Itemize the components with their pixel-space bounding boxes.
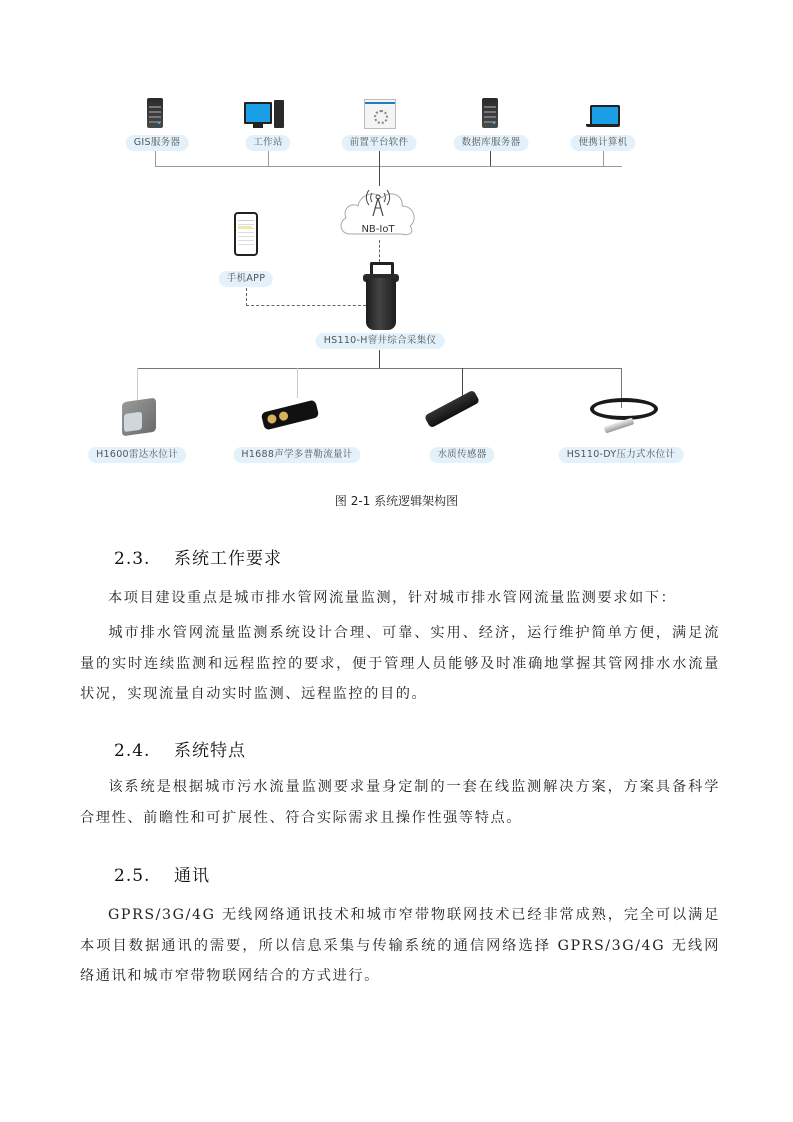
wireless-link <box>379 240 380 262</box>
water-quality-sensor-icon <box>424 390 480 429</box>
connector <box>490 150 491 166</box>
paragraph: 本项目建设重点是城市排水管网流量监测，针对城市排水管网流量监测要求如下： <box>108 590 677 606</box>
node-label-database-server: 数据库服务器 <box>454 135 529 151</box>
connector <box>137 368 138 400</box>
node-label-laptop: 便携计算机 <box>570 135 635 151</box>
node-label-doppler-flowmeter: H1688声学多普勒流量计 <box>233 447 360 463</box>
paragraph: 该系统是根据城市污水流量监测要求量身定制的一套在线监测解决方案，方案具备科学合理性、前瞻性和可扩展性、符合实际需求且操作性强等特点。 <box>80 779 720 826</box>
section-number: 2.5. <box>114 866 151 886</box>
server-icon <box>147 98 163 128</box>
figure-caption: 图 2-1 系统逻辑架构图 <box>334 494 459 508</box>
system-architecture-diagram <box>0 0 793 480</box>
connector <box>379 150 380 186</box>
node-label-water-quality-sensor: 水质传感器 <box>429 447 494 463</box>
connector <box>297 368 298 398</box>
network-label: NB-IoT <box>361 224 395 235</box>
section-title: 通讯 <box>174 866 210 886</box>
section-heading-2-3 <box>114 544 282 569</box>
connector <box>603 150 604 166</box>
app-link <box>246 305 366 306</box>
connector <box>379 350 380 368</box>
pressure-level-gauge-icon <box>590 398 656 438</box>
node-label-frontend-software: 前置平台软件 <box>342 135 417 151</box>
node-label-gis-server: GIS服务器 <box>126 135 189 151</box>
paragraph: 城市排水管网流量监测系统设计合理、可靠、实用、经济，运行维护简单方便，满足流量的实时连续监测和远程监控的要求，便于管理人员能够及时准确地掌握其管网排水水流量状况，实现流量自动实时监测、远程监控的目的。 <box>80 625 720 702</box>
section-title: 系统工作要求 <box>174 549 282 569</box>
top-bus-line <box>155 166 622 167</box>
paragraph: GPRS/3G/4G 无线网络通讯技术和城市窄带物联网技术已经非常成熟，完全可以满足本项目数据通讯的需要，所以信息采集与传输系统的通信网络选择 GPRS/3G/4G 无线网络通讯和城市窄带物联网结合的方式进行。 <box>80 907 720 984</box>
node-label-pressure-level-gauge: HS110-DY压力式水位计 <box>559 447 684 463</box>
smartphone-icon <box>234 212 258 256</box>
node-label-mobile-app: 手机APP <box>219 271 273 287</box>
bottom-bus-line <box>137 368 622 369</box>
node-label-collector: HS110-H窨井综合采集仪 <box>316 333 445 349</box>
connector <box>268 150 269 166</box>
software-window-icon <box>364 99 396 129</box>
section-title: 系统特点 <box>174 741 246 761</box>
section-heading-2-5 <box>114 861 210 886</box>
doppler-flowmeter-icon <box>261 399 320 430</box>
laptop-icon <box>586 105 620 127</box>
app-link <box>246 288 247 306</box>
connector <box>155 150 156 166</box>
workstation-icon <box>244 100 288 130</box>
section-heading-2-4 <box>114 736 246 761</box>
section-number: 2.4. <box>114 741 151 761</box>
radar-level-meter-icon <box>122 398 156 437</box>
section-number: 2.3. <box>114 549 151 569</box>
node-label-radar-level-meter: H1600雷达水位计 <box>88 447 186 463</box>
node-label-workstation: 工作站 <box>245 135 290 151</box>
collector-device-icon <box>362 262 402 330</box>
server-icon <box>482 98 498 128</box>
